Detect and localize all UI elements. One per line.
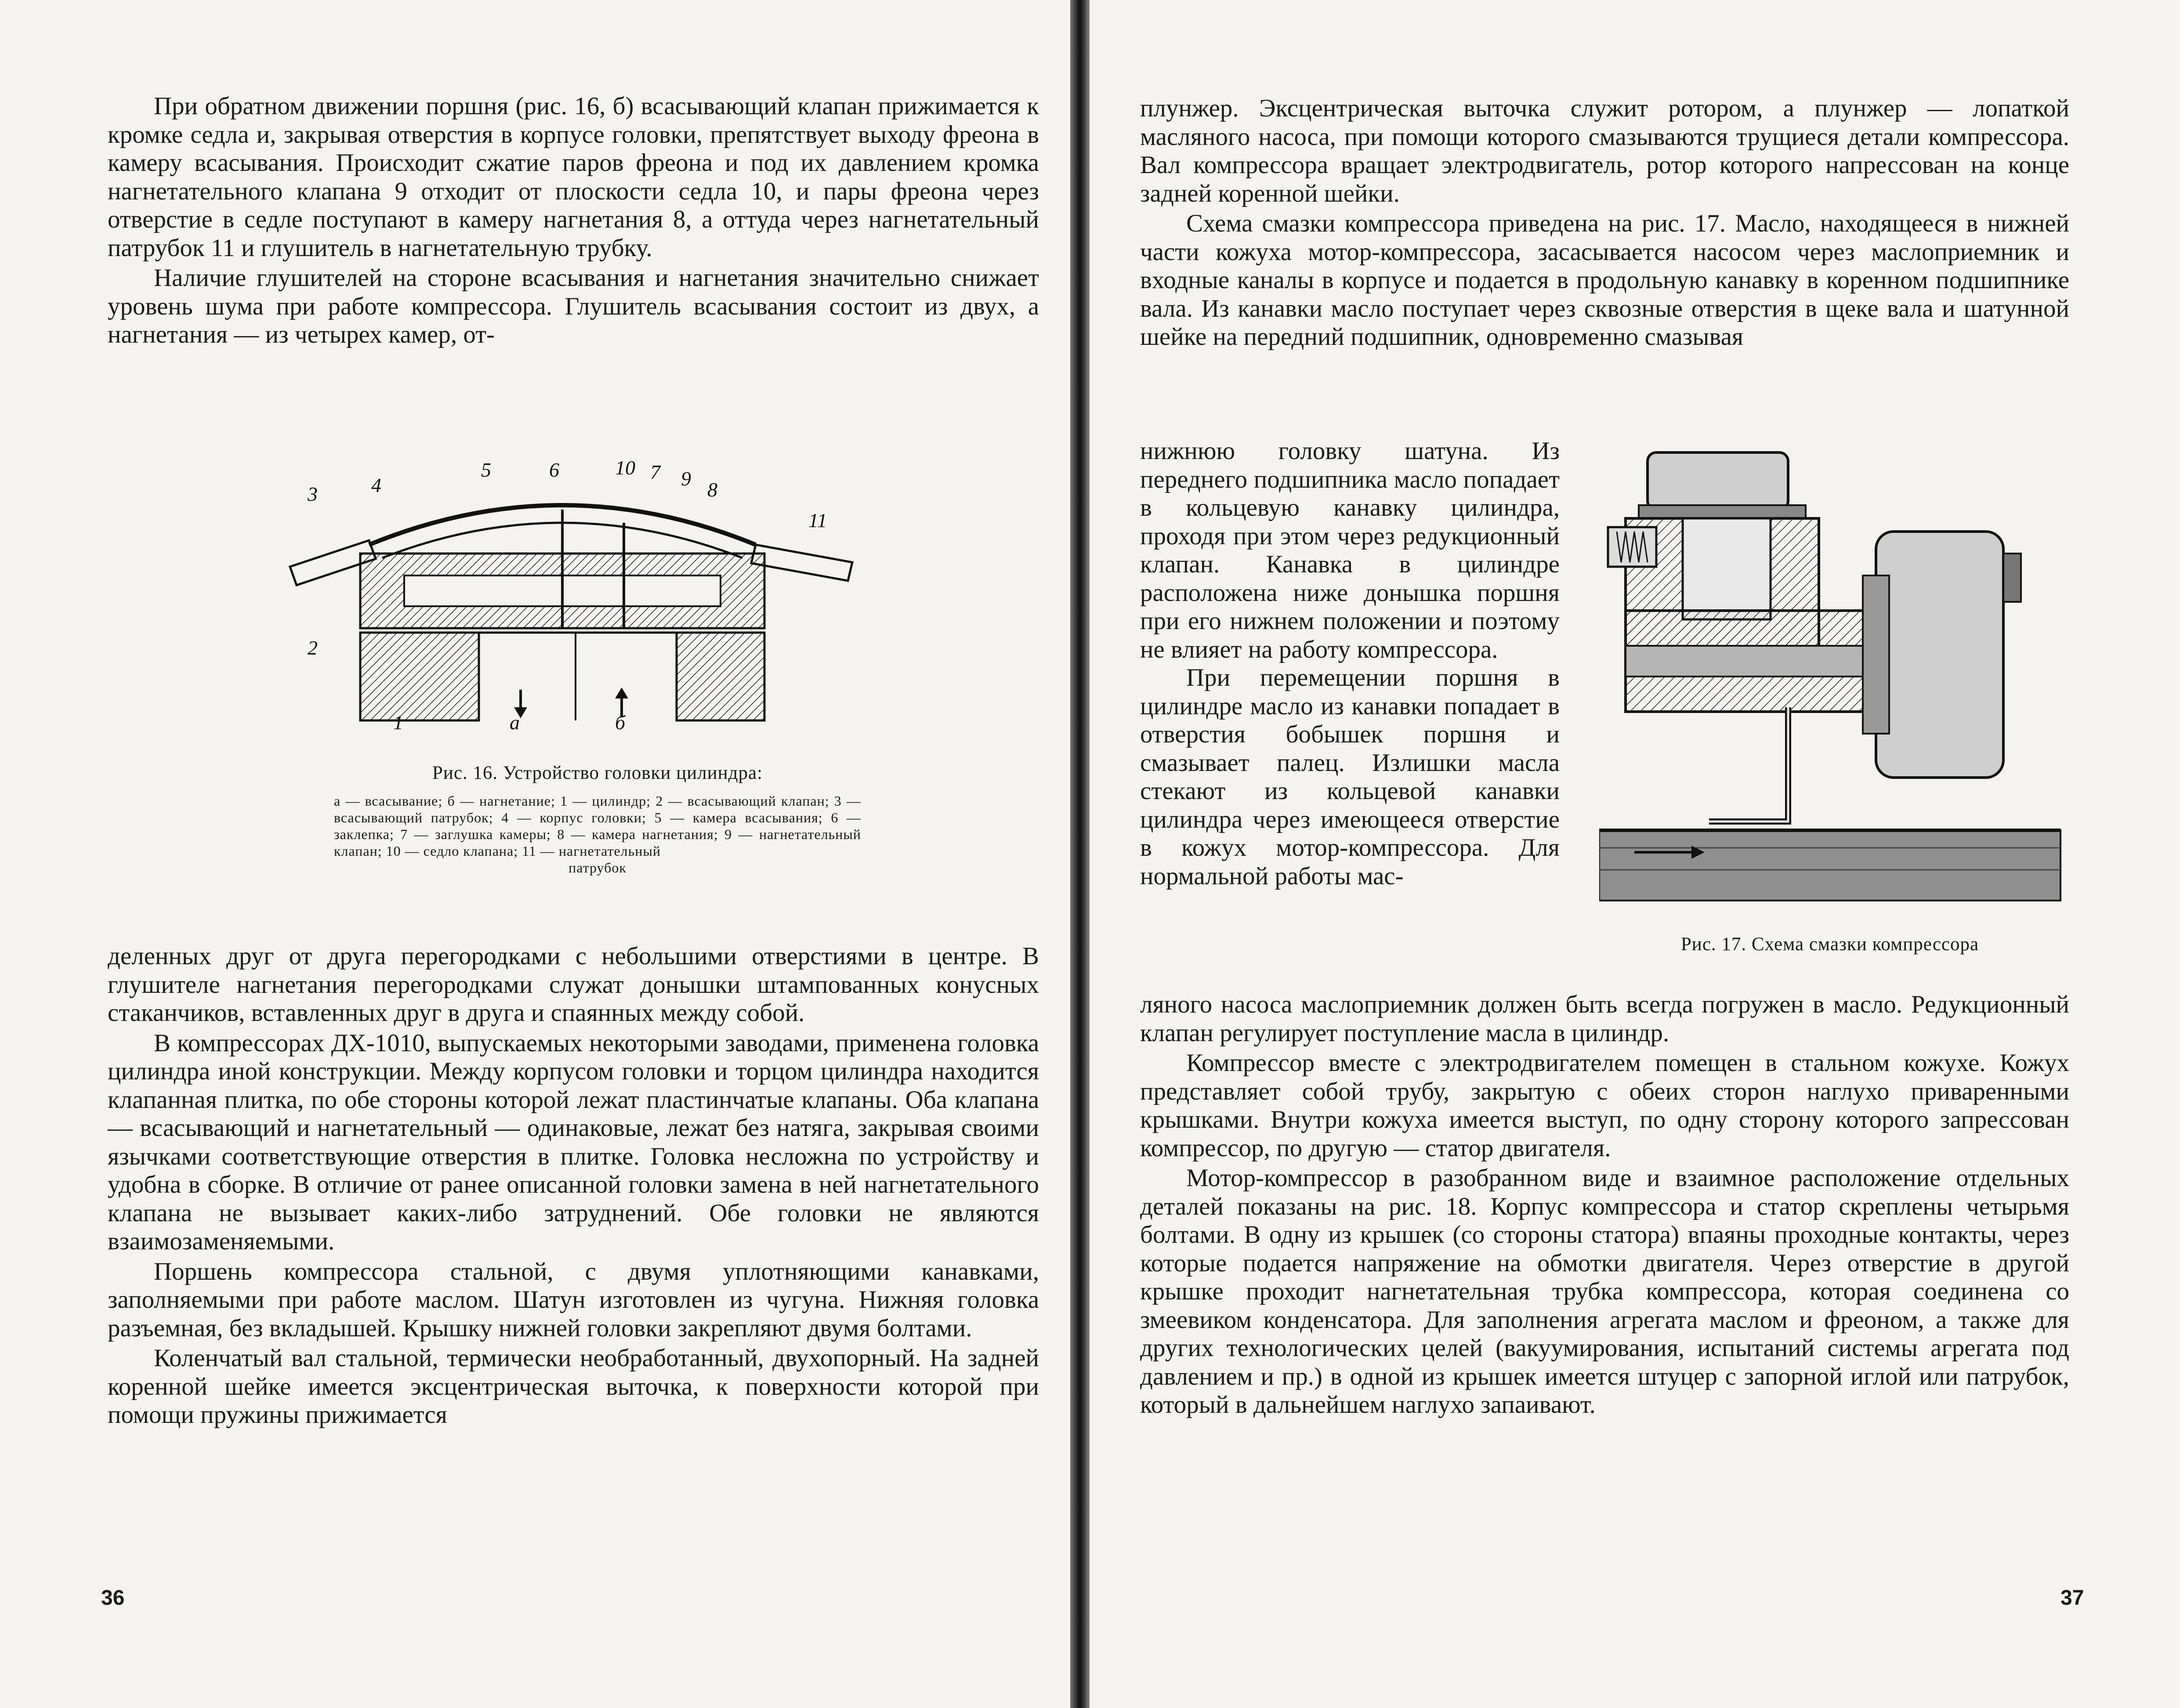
page-number-right: 37	[2060, 1586, 2084, 1610]
lubrication-scheme-diagram	[1599, 444, 2065, 923]
label-1: 1	[393, 711, 403, 734]
paragraph: Схема смазки компрессора приведена на рис. 17. Масло, находящееся в нижней части кожуха мотор-компрессора, засасывается насосом через маслоприемник и входные каналы в корпусе и подается в продольную канавку в коренном подшипнике вала. Из канавки масло поступает через сквозные отверстия в щеке вала и шатунной шейке на передний подшипник, одновременно смазывая	[1140, 210, 2069, 351]
right-text-wrapped	[1140, 437, 1560, 890]
caption-title: Рис. 16. Устройство головки цилиндра:	[432, 763, 763, 783]
discharge-pipe	[751, 545, 852, 581]
left-text-bottom	[108, 942, 1039, 1429]
right-text-top	[1140, 94, 2069, 351]
motor	[1876, 532, 2003, 778]
label-7: 7	[650, 461, 660, 483]
paragraph: ляного насоса маслоприемник должен быть всегда погружен в масло. Редукционный клапан регулирует поступление масла в цилиндр.	[1140, 991, 2069, 1047]
paragraph: Компрессор вместе с электродвигателем помещен в стальном кожухе. Кожух представляет собой трубу, закрытую с обеих сторон наглухо приваренными крышками. Внутри кожуха имеется выступ, по одну сторону которого запрессован компрессор, по другую — статор двигателя.	[1140, 1049, 2069, 1162]
label-b: б	[615, 711, 626, 734]
book-gutter	[1070, 0, 1090, 1708]
right-page	[1090, 0, 2180, 1708]
label-9: 9	[681, 467, 691, 490]
left-page	[0, 0, 1072, 1708]
label-5: 5	[481, 459, 491, 481]
label-a: a	[510, 711, 520, 734]
cylinder-right	[677, 633, 764, 720]
paragraph: Коленчатый вал стальной, термически необработанный, двухопорный. На задней коренной шейке имеется эксцентрическая выточка, к поверхности которой при помощи пружины прижимается	[108, 1344, 1039, 1429]
label-2: 2	[308, 637, 318, 659]
paragraph: Поршень компрессора стальной, с двумя уплотняющими канавками, заполняемыми при работе маслом. Шатун изготовлен из чугуна. Нижняя головка разъемная, без вкладышей. Крышку нижней головки закрепляют двумя болтами.	[108, 1257, 1039, 1342]
oil-pickup-tube	[1709, 707, 1788, 821]
paragraph: В компрессорах ДХ-1010, выпускаемых некоторыми заводами, применена головка цилиндра иной конструкции. Между корпусом головки и торцом цилиндра находится клапанная плитка, по обе стороны которой лежат пластинчатые клапаны. Оба клапана — всасывающий и нагнетательный — одинаковые, лежат без натяга, закрывая своими язычками соответствующие отверстия в плитке. Головка несложна по устройству и удобна в сборке. В отличие от ранее описанной головки замена в ней нагнетательного клапана не вызывает каких-либо затруднений. Обе головки не являются взаимозаменяемыми.	[108, 1029, 1039, 1255]
right-text-bottom	[1140, 991, 2069, 1419]
label-10: 10	[615, 456, 635, 479]
figure-16	[281, 444, 865, 734]
cylinder-head-diagram	[281, 444, 865, 734]
paragraph: деленных друг от друга перегородками с небольшими отверстиями в центре. В глушителе нагнетания перегородками служат донышки штампованных конусных стаканчиков, вставленных друг в друга и спаянных между собой.	[108, 942, 1039, 1027]
label-4: 4	[371, 474, 381, 496]
cylinder-top	[1648, 452, 1788, 510]
caption-legend: а — всасывание; б — нагнетание; 1 — цилиндр; 2 — всасывающий клапан; 3 — всасывающий патрубок; 4 — корпус головки; 5 — камера всасывания; 6 — заклепка; 7 — заглушка камеры; 8 — камера нагнетания; 9 — нагнетательный клапан; 10 — седло клапана; 11 — нагнетательный	[334, 793, 861, 859]
paragraph: Наличие глушителей на стороне всасывания и нагнетания значительно снижает уровень шума при работе компрессора. Глушитель всасывания состоит из двух, а нагнетания — из четырех камер, от-	[108, 264, 1039, 348]
page-number-left: 36	[101, 1586, 125, 1610]
label-8: 8	[707, 478, 717, 501]
cylinder-left	[360, 633, 479, 720]
label-11: 11	[808, 509, 827, 532]
paragraph: нижнюю головку шатуна. Из переднего подшипника масло попадает в кольцевую канавку цилиндра, проходя при этом через редукционный клапан. Канавка в цилиндре расположена ниже донышка поршня при его нижнем положении и поэтому не влияет на работу компрессора.	[1140, 437, 1560, 663]
oil-bath	[1599, 830, 2060, 901]
left-text-top	[108, 92, 1039, 349]
figure-16-caption	[334, 762, 861, 876]
paragraph: Мотор-компрессор в разобранном виде и взаимное расположение отдельных деталей показаны на рис. 18. Корпус компрессора и статор скреплены четырьмя болтами. В одну из крышек (со стороны статора) впаяны проходные контакты, через которые подается напряжение на обмотки двигателя. Через отверстие в другой крышке проходит нагнетательная трубка компрессора, которая соединена со змеевиком конденсатора. Для заполнения агрегата маслом и фреоном, а также для других технологических целей (вакуумирования, испытаний системы агрегата под давлением и пр.) в одной из крышек имеется штуцер с запорной иглой или патрубок, который в дальнейшем наглухо запаивают.	[1140, 1164, 2069, 1419]
paragraph: При обратном движении поршня (рис. 16, б) всасывающий клапан прижимается к кромке седла и, закрывая отверстия в корпусе головки, препятствует выходу фреона в камеру всасывания. Происходит сжатие паров фреона и под их давлением кромка нагнетательного клапана 9 отходит от плоскости седла 10, и пары фреона через отверстие в седле поступают в камеру нагнетания 8, а оттуда через нагнетательный патрубок 11 и глушитель в нагнетательную трубку.	[108, 92, 1039, 262]
paragraph: плунжер. Эксцентрическая выточка служит ротором, а плунжер — лопаткой масляного насоса, при помощи которого смазываются трущиеся детали компрессора. Вал компрессора вращает электродвигатель, ротор которого напрессован на конце задней коренной шейки.	[1140, 94, 2069, 207]
label-3: 3	[308, 483, 318, 505]
caption-legend-last: патрубок	[569, 860, 626, 876]
figure-17	[1599, 444, 2065, 923]
label-6: 6	[549, 459, 559, 481]
figure-17-caption: Рис. 17. Схема смазки компрессора	[1680, 934, 1979, 955]
paragraph: При перемещении поршня в цилиндре масло из канавки попадает в отверстия бобышек поршня и смазывает палец. Излишки масла стекают из кольцевой канавки цилиндра через имеющееся отверстие в кожух мотор-компрессора. Для нормальной работы мас-	[1140, 664, 1560, 890]
